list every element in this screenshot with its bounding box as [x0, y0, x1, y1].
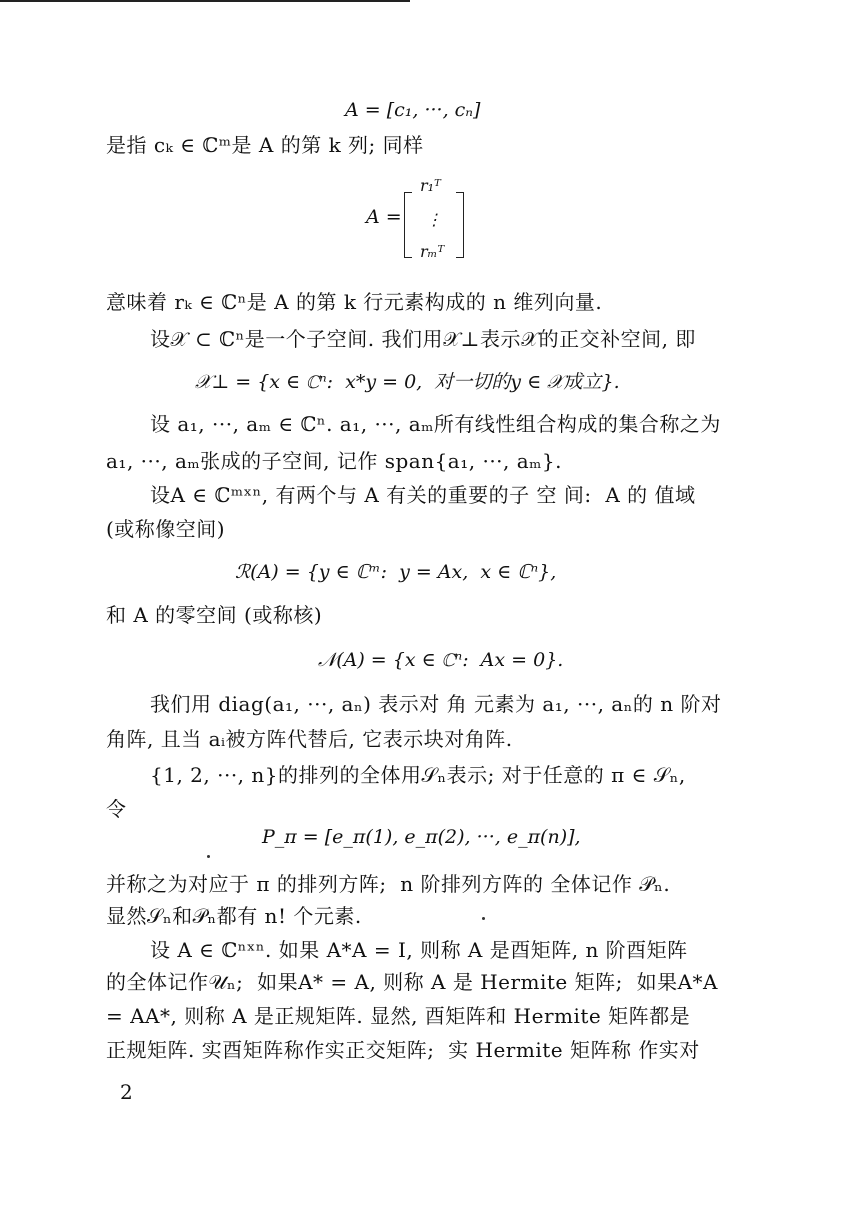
text-line-2: 意味着 rₖ ∈ ℂⁿ是 A 的第 k 行元素构成的 n 维列向量.: [106, 290, 603, 314]
stray-mark-2: [482, 917, 485, 920]
text-line-15: 设 A ∈ ℂⁿˣⁿ. 如果 A*A = I, 则称 A 是酉矩阵, n 阶酉矩阵: [150, 938, 688, 962]
left-bracket: [404, 192, 412, 258]
right-bracket: [456, 192, 464, 258]
matrix-lhs: A =: [366, 206, 402, 228]
text-line-7: (或称像空间): [106, 517, 226, 541]
page-number: 2: [120, 1080, 133, 1104]
text-line-1: 是指 cₖ ∈ ℂᵐ是 A 的第 k 列; 同样: [106, 133, 424, 157]
text-line-10: 角阵, 且当 aᵢ被方阵代替后, 它表示块对角阵.: [106, 727, 513, 751]
matrix-row-1: r₁ᵀ: [420, 176, 441, 195]
stray-mark: [207, 855, 210, 858]
equation-range: ℛ(A) = {y ∈ ℂᵐ: y = Ax, x ∈ ℂⁿ},: [235, 561, 557, 583]
text-line-13: 并称之为对应于 π 的排列方阵; n 阶排列方阵的 全体记作 𝒫ₙ.: [106, 872, 671, 896]
text-line-6: 设A ∈ ℂᵐˣⁿ, 有两个与 A 有关的重要的子 空 间: A 的 值域: [150, 483, 696, 507]
matrix-row-m: rₘᵀ: [420, 242, 445, 261]
text-line-5: a₁, ···, aₘ张成的子空间, 记作 span{a₁, ···, aₘ}.: [106, 449, 563, 473]
equation-orthogonal-complement: 𝒳⊥ = {x ∈ ℂⁿ: x*y = 0, 对一切的y ∈ 𝒳成立}.: [195, 371, 620, 393]
text-line-8: 和 A 的零空间 (或称核): [106, 603, 323, 627]
matrix-row-dots: ⋮: [426, 210, 442, 229]
text-line-18: 正规矩阵. 实酉矩阵称作实正交矩阵; 实 Hermite 矩阵称 作实对: [106, 1038, 700, 1062]
matrix-a-rows: [366, 176, 476, 264]
text-line-16: 的全体记作𝒰ₙ; 如果A* = A, 则称 A 是 Hermite 矩阵; 如果A*A: [106, 970, 718, 994]
text-line-11: {1, 2, ···, n}的排列的全体用𝒮ₙ表示; 对于任意的 π ∈ 𝒮ₙ,: [150, 763, 686, 787]
equation-a-columns: A = [c₁, ···, cₙ]: [345, 99, 481, 121]
text-line-12: 令: [106, 797, 127, 821]
text-line-3: 设𝒳 ⊂ ℂⁿ是一个子空间. 我们用𝒳⊥表示𝒳的正交补空间, 即: [150, 327, 696, 351]
equation-null-space: 𝒩(A) = {x ∈ ℂⁿ: Ax = 0}.: [318, 649, 564, 671]
text-line-9: 我们用 diag(a₁, ···, aₙ) 表示对 角 元素为 a₁, ···, aₙ的 n 阶对: [150, 692, 722, 716]
text-line-4: 设 a₁, ···, aₘ ∈ ℂⁿ. a₁, ···, aₘ所有线性组合构成的集合称之为: [150, 412, 721, 436]
equation-permutation-matrix: P_π = [e_π(1), e_π(2), ···, e_π(n)],: [262, 826, 581, 848]
text-line-17: = AA*, 则称 A 是正规矩阵. 显然, 酉矩阵和 Hermite 矩阵都是: [106, 1004, 691, 1028]
text-line-14: 显然𝒮ₙ和𝒫ₙ都有 n! 个元素.: [106, 904, 362, 928]
